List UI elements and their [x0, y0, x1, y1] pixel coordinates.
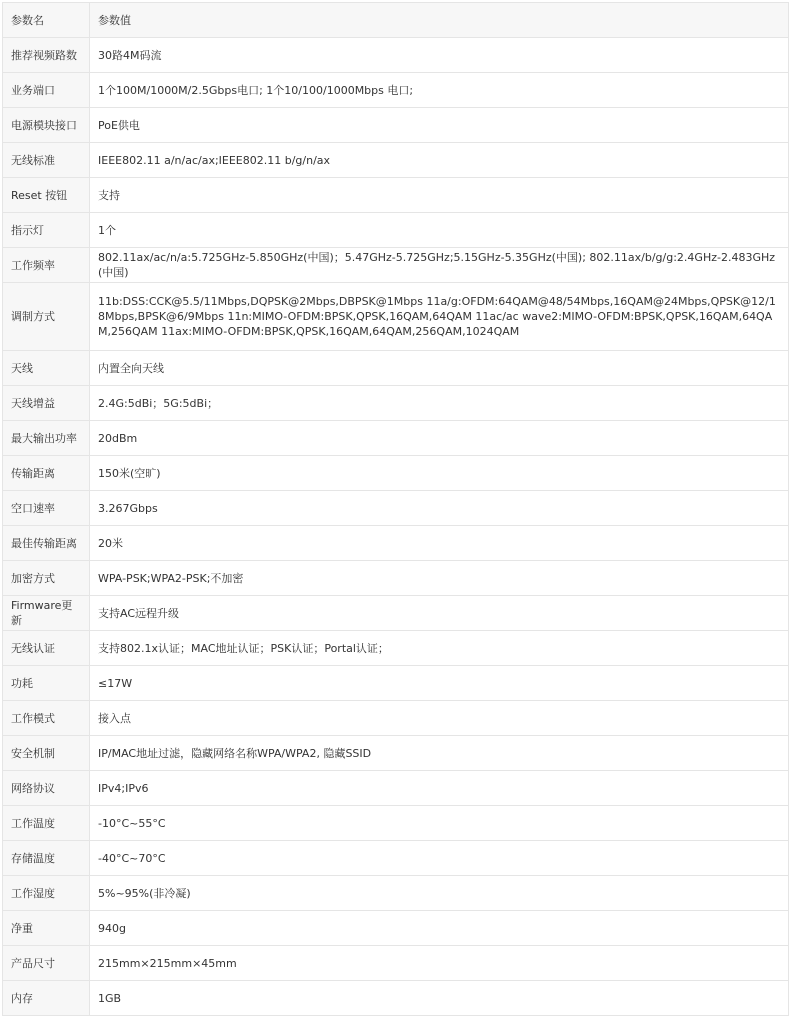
param-value-cell: 支持802.1x认证；MAC地址认证；PSK认证；Portal认证；: [90, 631, 789, 666]
table-row: [3, 701, 789, 736]
table-row: [3, 596, 789, 631]
param-value-cell: IPv4;IPv6: [90, 771, 789, 806]
table-row: [3, 38, 789, 73]
param-value-cell: 1个100M/1000M/2.5Gbps电口; 1个10/100/1000Mbps 电口;: [90, 73, 789, 108]
spec-table-body: [3, 3, 789, 1016]
param-name-cell: 推荐视频路数: [3, 38, 90, 73]
param-name-cell: Firmware更新: [3, 596, 90, 631]
table-row: [3, 876, 789, 911]
param-name-cell: 功耗: [3, 666, 90, 701]
header-param-name: 参数名: [3, 3, 90, 38]
param-name-cell: 存储温度: [3, 841, 90, 876]
param-name-cell: 天线: [3, 351, 90, 386]
header-param-value: 参数值: [90, 3, 789, 38]
param-value-cell: WPA-PSK;WPA2-PSK;不加密: [90, 561, 789, 596]
table-row: [3, 911, 789, 946]
param-value-cell: 内置全向天线: [90, 351, 789, 386]
param-value-cell: IEEE802.11 a/n/ac/ax;IEEE802.11 b/g/n/ax: [90, 143, 789, 178]
param-value-cell: 20dBm: [90, 421, 789, 456]
param-name-cell: 最佳传输距离: [3, 526, 90, 561]
param-name-cell: 最大输出功率: [3, 421, 90, 456]
table-row: [3, 73, 789, 108]
table-row: [3, 421, 789, 456]
table-row: [3, 526, 789, 561]
param-name-cell: Reset 按钮: [3, 178, 90, 213]
table-row: [3, 806, 789, 841]
param-name-cell: 空口速率: [3, 491, 90, 526]
param-name-cell: 产品尺寸: [3, 946, 90, 981]
table-row: [3, 841, 789, 876]
param-name-cell: 工作频率: [3, 248, 90, 283]
param-name-cell: 工作模式: [3, 701, 90, 736]
param-value-cell: 20米: [90, 526, 789, 561]
param-name-cell: 内存: [3, 981, 90, 1016]
param-value-cell: 150米(空旷): [90, 456, 789, 491]
param-value-cell: 940g: [90, 911, 789, 946]
param-name-cell: 净重: [3, 911, 90, 946]
table-row: [3, 386, 789, 421]
param-name-cell: 安全机制: [3, 736, 90, 771]
param-value-cell: -40°C~70°C: [90, 841, 789, 876]
param-name-cell: 无线认证: [3, 631, 90, 666]
table-row: [3, 771, 789, 806]
param-name-cell: 指示灯: [3, 213, 90, 248]
table-row: [3, 491, 789, 526]
param-name-cell: 传输距离: [3, 456, 90, 491]
spec-table: [2, 2, 789, 1016]
param-value-cell: 1个: [90, 213, 789, 248]
table-row: [3, 108, 789, 143]
table-row: [3, 283, 789, 351]
param-value-cell: 支持: [90, 178, 789, 213]
param-value-cell: 5%~95%(非冷凝): [90, 876, 789, 911]
param-value-cell: 30路4M码流: [90, 38, 789, 73]
table-row: [3, 631, 789, 666]
table-row: [3, 178, 789, 213]
param-value-cell: 支持AC远程升级: [90, 596, 789, 631]
param-name-cell: 网络协议: [3, 771, 90, 806]
table-row: [3, 351, 789, 386]
param-value-cell: 1GB: [90, 981, 789, 1016]
param-value-cell: ≤17W: [90, 666, 789, 701]
param-name-cell: 工作温度: [3, 806, 90, 841]
table-row: [3, 456, 789, 491]
table-row: [3, 248, 789, 283]
param-name-cell: 调制方式: [3, 283, 90, 351]
param-value-cell: 802.11ax/ac/n/a:5.725GHz-5.850GHz(中国)；5.47GHz-5.725GHz;5.15GHz-5.35GHz(中国); 802.11ax/b/g/g:2.4GHz-2.483GHz(中国): [90, 248, 789, 283]
param-value-cell: PoE供电: [90, 108, 789, 143]
table-row: [3, 561, 789, 596]
table-row: [3, 666, 789, 701]
param-name-cell: 工作湿度: [3, 876, 90, 911]
param-value-cell: 215mm×215mm×45mm: [90, 946, 789, 981]
param-name-cell: 业务端口: [3, 73, 90, 108]
table-row: [3, 143, 789, 178]
table-row: [3, 736, 789, 771]
param-name-cell: 加密方式: [3, 561, 90, 596]
param-name-cell: 天线增益: [3, 386, 90, 421]
param-value-cell: 2.4G:5dBi；5G:5dBi；: [90, 386, 789, 421]
param-name-cell: 无线标准: [3, 143, 90, 178]
table-row: [3, 981, 789, 1016]
table-row: [3, 946, 789, 981]
table-header-row: [3, 3, 789, 38]
param-value-cell: 接入点: [90, 701, 789, 736]
param-value-cell: -10°C~55°C: [90, 806, 789, 841]
table-row: [3, 213, 789, 248]
param-value-cell: 3.267Gbps: [90, 491, 789, 526]
param-value-cell: 11b:DSS:CCK@5.5/11Mbps,DQPSK@2Mbps,DBPSK@1Mbps 11a/g:OFDM:64QAM@48/54Mbps,16QAM@24Mbps,QPSK@12/18Mbps,BPSK@6/9Mbps 11n:MIMO-OFDM:BPSK,QPSK,16QAM,64QAM 11ac/ac wave2:MIMO-OFDM:BPSK,QPSK,16QAM,64QAM,256QAM 11ax:MIMO-OFDM:BPSK,QPSK,16QAM,64QAM,256QAM,1024QAM: [90, 283, 789, 351]
param-value-cell: IP/MAC地址过滤，隐藏网络名称WPA/WPA2, 隐藏SSID: [90, 736, 789, 771]
param-name-cell: 电源模块接口: [3, 108, 90, 143]
